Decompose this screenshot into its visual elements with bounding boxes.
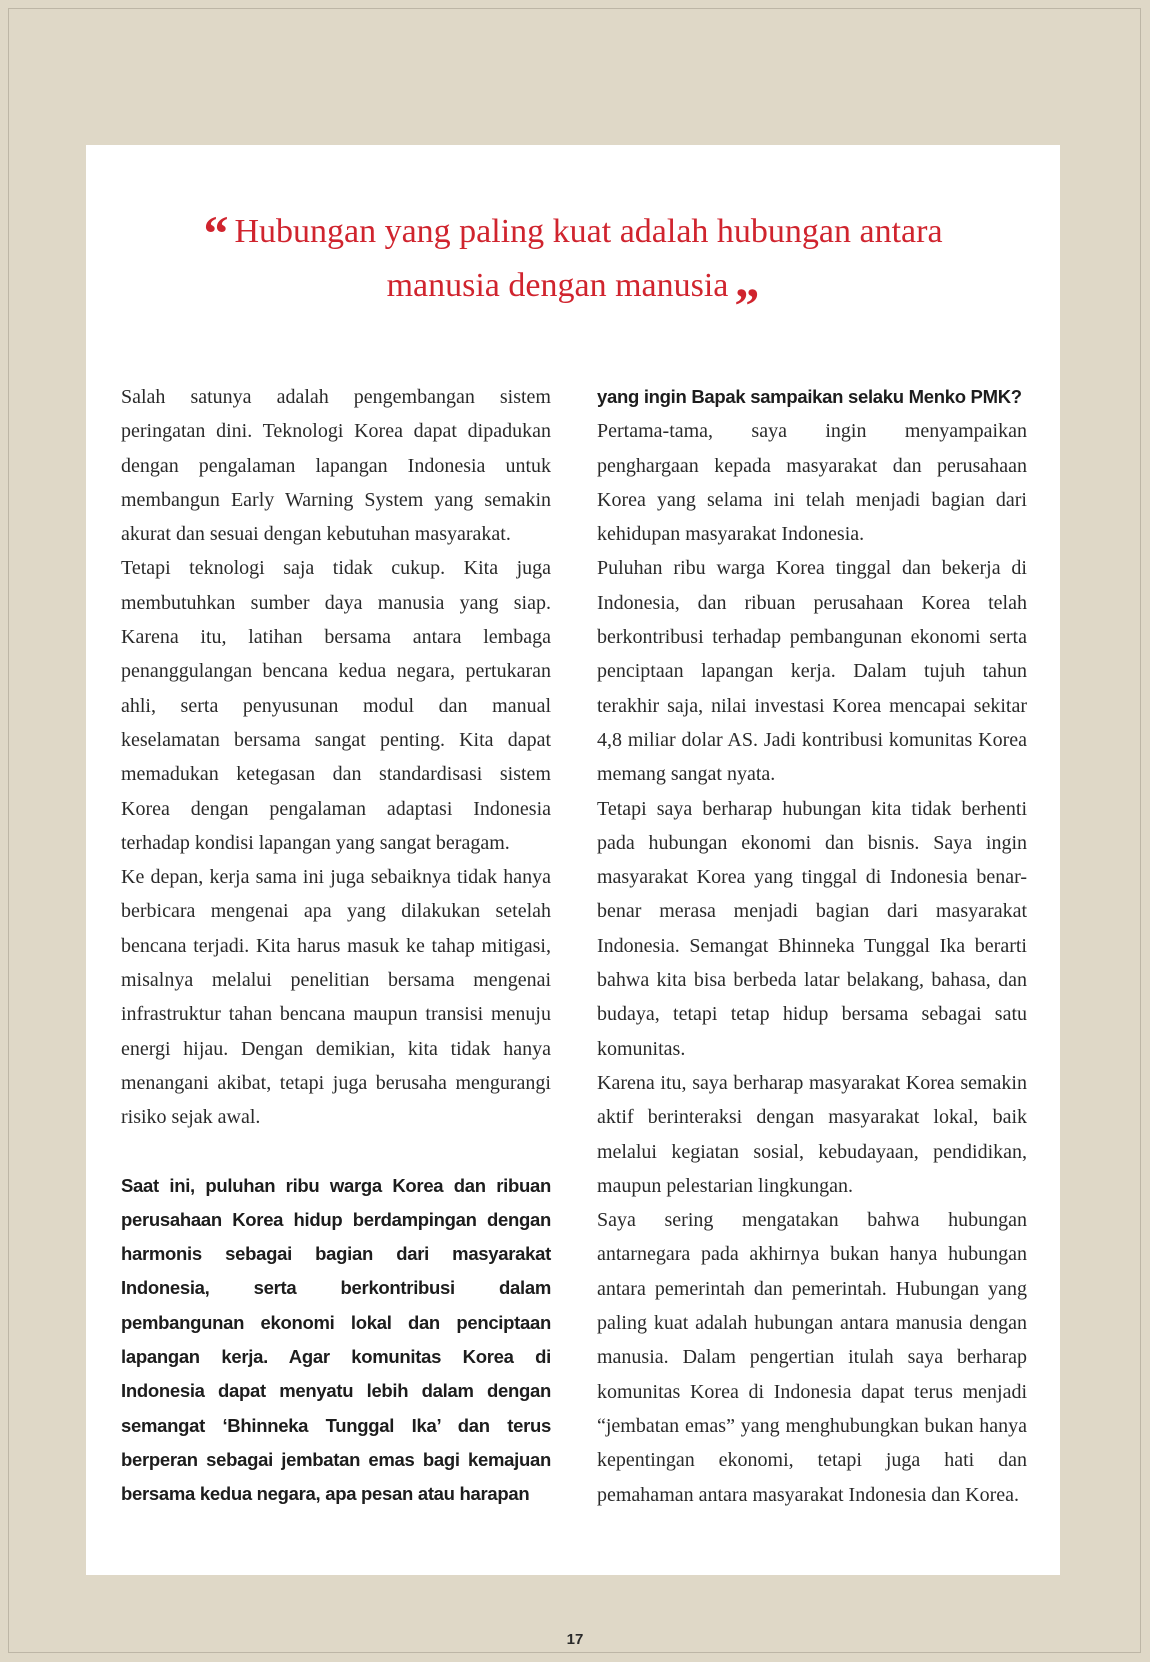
page-number: 17 [566, 1631, 584, 1648]
body-paragraph: Ke depan, kerja sama ini juga sebaiknya tidak hanya berbicara mengenai apa yang dilakukan setelah bencana terjadi. Kita harus masuk ke tahap mitigasi, misalnya melalui penelitian bersama mengenai infrastruktur tahan bencana maupun transisi menuju energi hijau. Dengan demikian, kita tidak hanya menangani akibat, tetapi juga berusaha mengurangi risiko sejak awal. [121, 866, 551, 1129]
interview-question: Saat ini, puluhan ribu warga Korea dan ribuan perusahaan Korea hidup berdampingan dengan harmonis sebagai bagian dari masyarakat Indonesia, serta berkontribusi dalam pembangunan ekonomi lokal dan penciptaan lapangan kerja. Agar komunitas Korea di Indonesia dapat menyatu lebih dalam dengan semangat ‘Bhinneka Tunggal Ika’ dan terus berperan sebagai jembatan emas bagi kemajuan bersama kedua negara, apa pesan atau harapan [121, 1174, 551, 1505]
pull-quote [146, 205, 1000, 333]
right-column [597, 380, 1027, 1512]
body-paragraph: Tetapi teknologi saja tidak cukup. Kita juga membutuhkan sumber daya manusia yang siap. Karena itu, latihan bersama antara lembaga penanggulangan bencana kedua negara, pertukaran ahli, serta penyusunan modul dan manual keselamatan bersama sangat penting. Kita dapat memadukan ketegasan dan standardisasi sistem Korea dengan pengalaman adaptasi Indonesia terhadap kondisi lapangan yang sangat beragam. [121, 557, 551, 854]
close-quote-mark: ” [734, 277, 760, 333]
body-paragraph: Karena itu, saya berharap masyarakat Korea semakin aktif berinteraksi dengan masyarakat lokal, baik melalui kegiatan sosial, kebudayaan, pendidikan, maupun pelestarian lingkungan. [597, 1071, 1027, 1197]
left-column [121, 380, 551, 1512]
body-paragraph: Puluhan ribu warga Korea tinggal dan bekerja di Indonesia, dan ribuan perusahaan Korea telah berkontribusi terhadap pembangunan ekonomi serta penciptaan lapangan kerja. Dalam tujuh tahun terakhir saja, nilai investasi Korea mencapai sekitar 4,8 miliar dolar AS. Jadi kontribusi komunitas Korea memang sangat nyata. [597, 557, 1027, 786]
interview-question-continued: yang ingin Bapak sampaikan selaku Menko PMK? [597, 386, 1022, 407]
open-quote-mark: “ [203, 205, 229, 261]
article-page [86, 145, 1060, 1575]
body-paragraph: Salah satunya adalah pengembangan sistem peringatan dini. Teknologi Korea dapat dipadukan dengan pengalaman lapangan Indonesia untuk membangun Early Warning System yang semakin akurat dan sesuai dengan kebutuhan masyarakat. [121, 386, 551, 546]
pull-quote-text: Hubungan yang paling kuat adalah hubungan antara manusia dengan manusia [234, 213, 943, 304]
body-paragraph: Saya sering mengatakan bahwa hubungan antarnegara pada akhirnya bukan hanya hubungan antara pemerintah dan pemerintah. Hubungan yang paling kuat adalah hubungan antara manusia dengan manusia. Dalam pengertian itulah saya berharap komunitas Korea di Indonesia dapat terus menjadi “jembatan emas” yang menghubungkan bukan hanya kepentingan ekonomi, tetapi juga hati dan pemahaman antara masyarakat Indonesia dan Korea. [597, 1209, 1027, 1506]
body-paragraph: Pertama-tama, saya ingin menyampaikan penghargaan kepada masyarakat dan perusahaan Korea yang selama ini telah menjadi bagian dari kehidupan masyarakat Indonesia. [597, 420, 1027, 546]
body-paragraph: Tetapi saya berharap hubungan kita tidak berhenti pada hubungan ekonomi dan bisnis. Saya ingin masyarakat Korea yang tinggal di Indonesia benar-benar merasa menjadi bagian dari masyarakat Indonesia. Semangat Bhinneka Tunggal Ika berarti bahwa kita bisa berbeda latar belakang, bahasa, dan budaya, tetapi tetap hidup bersama sebagai satu komunitas. [597, 797, 1027, 1060]
